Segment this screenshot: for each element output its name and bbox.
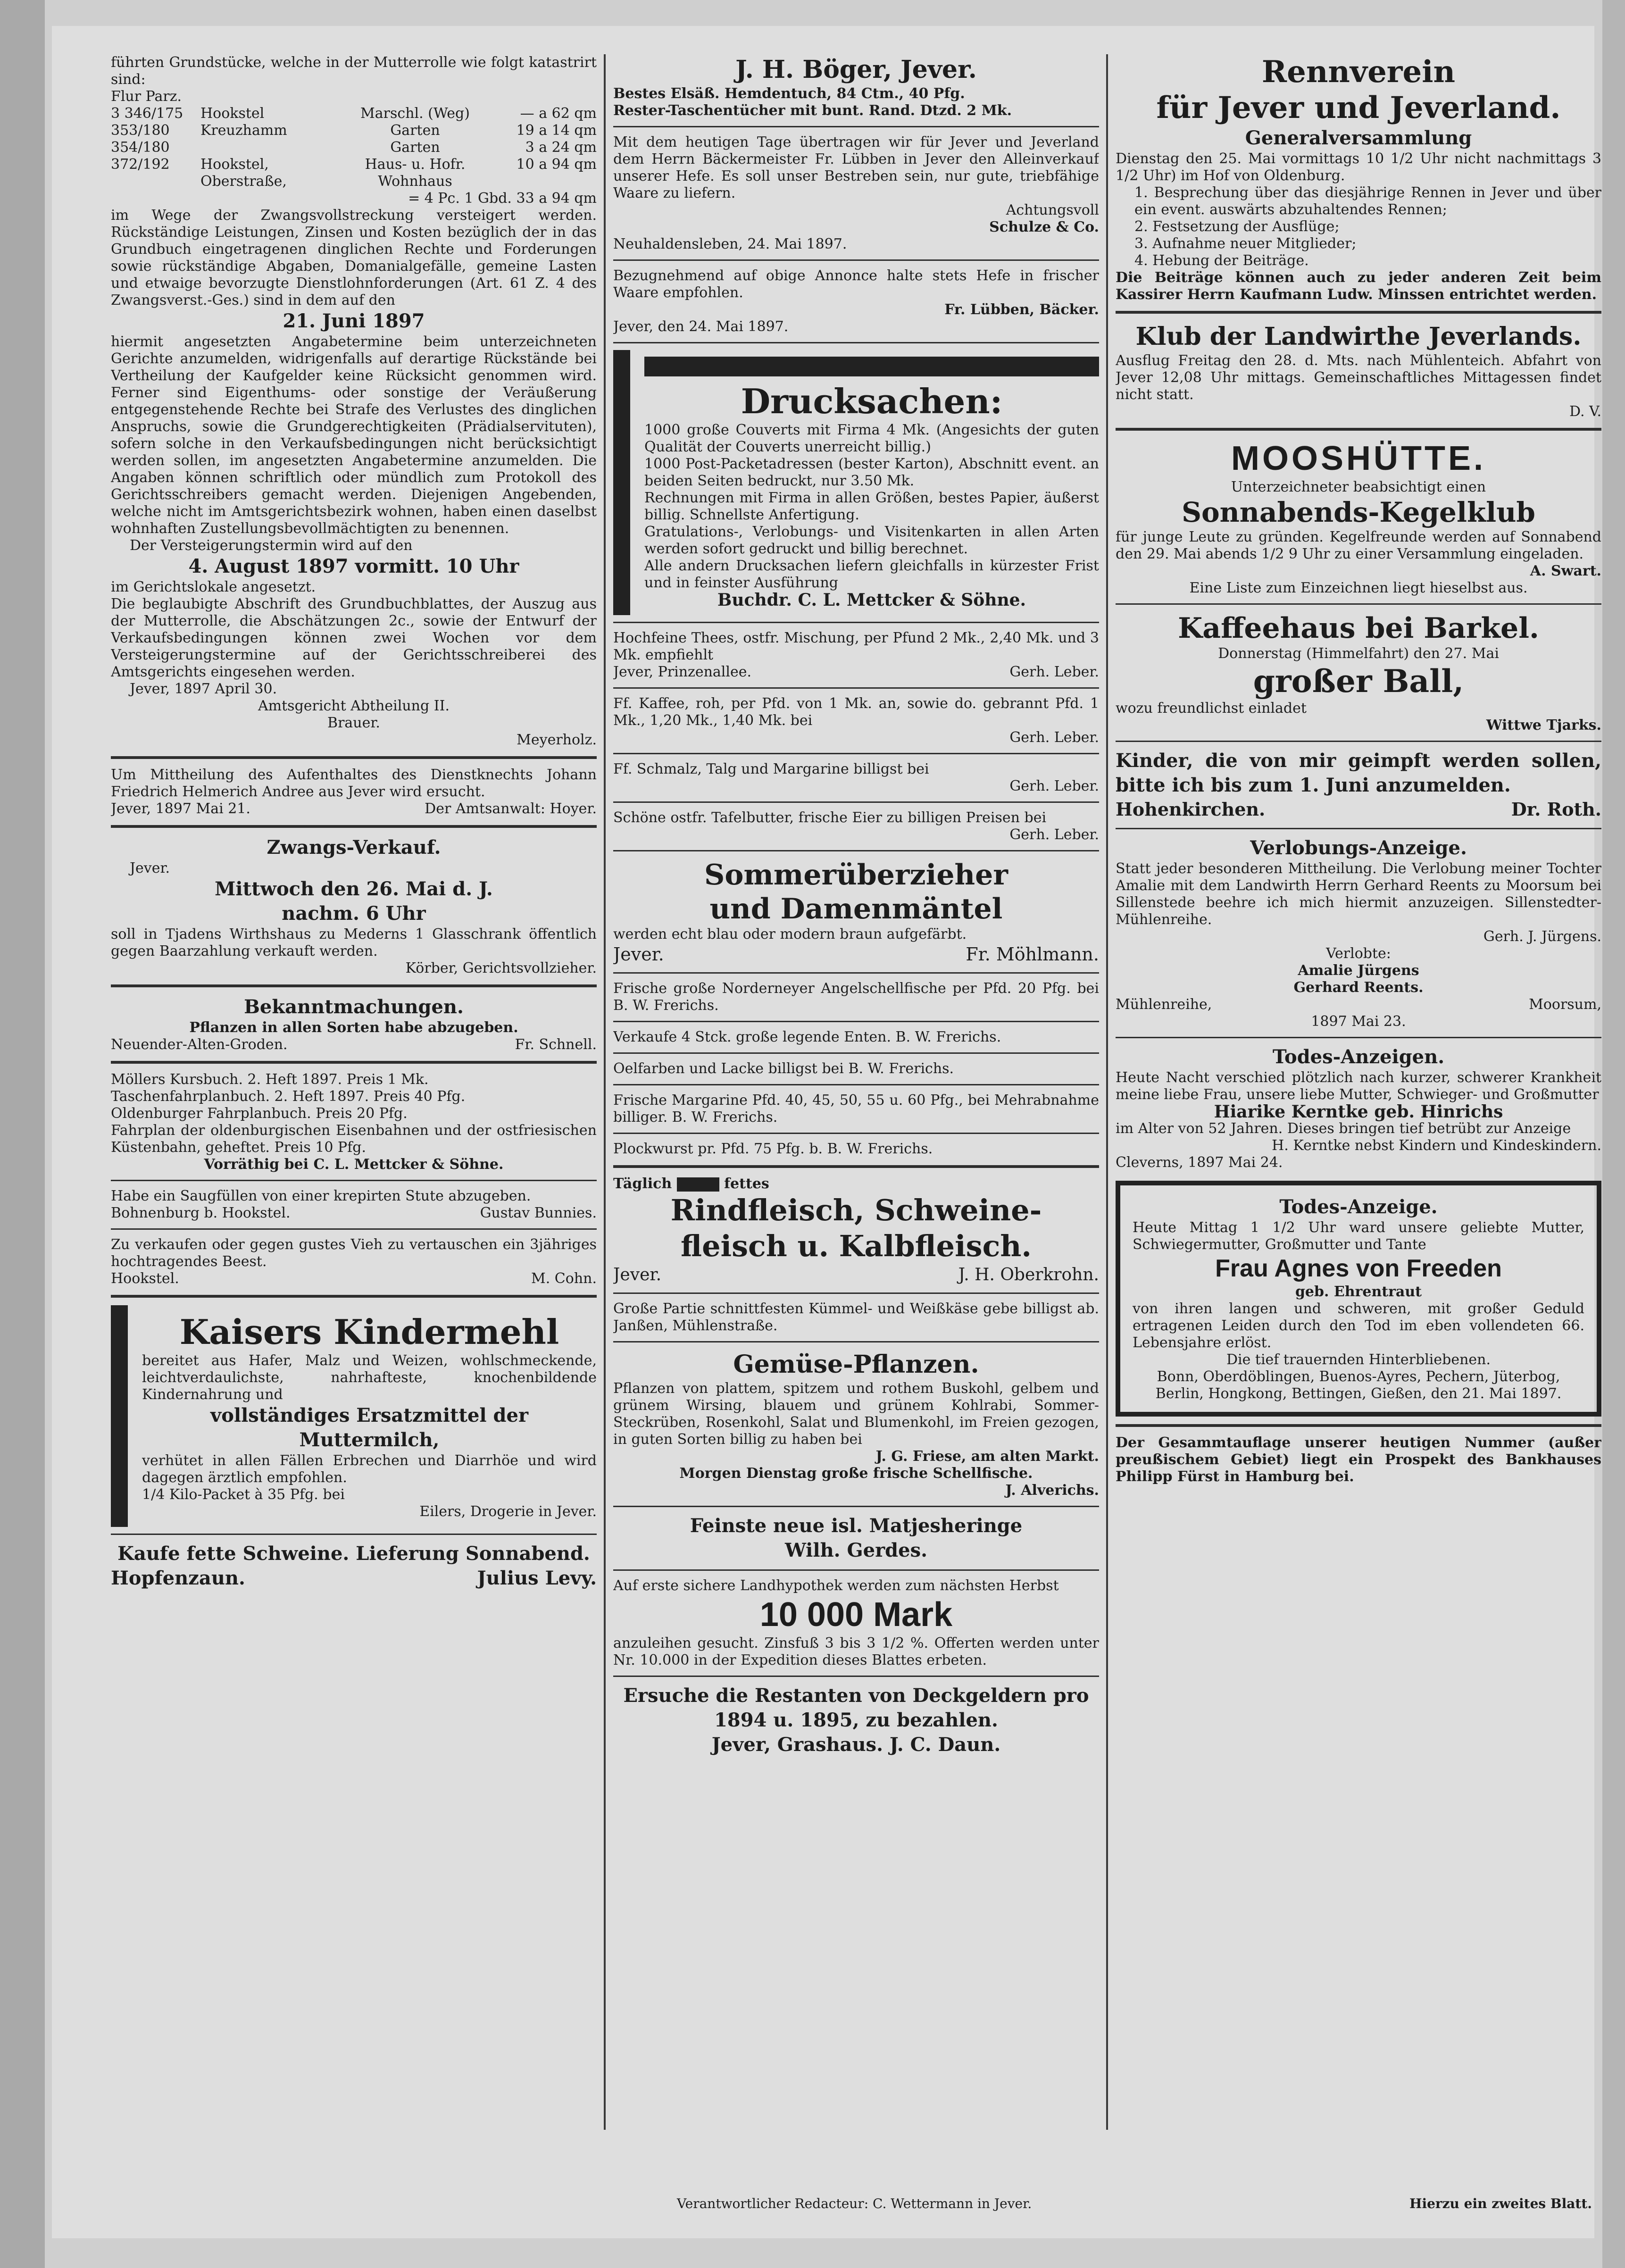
klub-signature: D. V.	[1569, 403, 1601, 420]
mooshuette-signature: A. Swart.	[1530, 563, 1601, 579]
divider	[613, 1292, 1099, 1294]
column-rule	[604, 54, 606, 2130]
scan-right-edge	[1602, 0, 1625, 2268]
leber-signature: Gerh. Leber.	[1009, 729, 1099, 746]
auction-text-5: Die beglaubigte Abschrift des Grundbuchblattes, der Auszug aus der Mutterrolle, die Abschätzungen 2c., sowie der Entwurf der Verkaufsbedingungen können zwei Wochen vor dem Versteigerungstermine auf der Gerichtsschreiberei des Amtsgerichts eingesehen werden.	[111, 596, 597, 680]
judge-name: Brauer.	[327, 715, 380, 731]
rennverein-subtitle: Generalversammlung	[1245, 127, 1472, 149]
leber-signature: Gerh. Leber.	[1009, 664, 1099, 680]
todes-title-1: Todes-Anzeigen.	[1272, 1046, 1445, 1068]
divider	[613, 342, 1099, 343]
sommer-text: werden echt blau oder modern braun aufgefärbt.	[613, 926, 967, 942]
auction-text-2: hiermit angesetzten Angabetermine beim unterzeichneten Gerichte anzumelden, widrigenfalls auf derartige Rückstände bei Vertheilung der Kaufgelder keine Rücksicht genommen wird. Ferner sind Eigenthums- oder sonstige der Veräußerung entgegenstehende Rechte bei Strafe des Verlustes des dinglichen Anspruchs, sowie die Grundgerechtigkeiten (Prädialservituten), sofern solche in den Verkaufsbedingungen nicht berücksichtigt werden sollen, im angesetzten Angabetermine anzumelden. Die Angaben können schriftlich oder mündlich zum Protokoll des Gerichtsschreibers gemacht werden. Diejenigen Angebenden, welche nicht im Amtsgerichtsbezirk wohnen, haben einen daselbst wohnhaften Zustellungsbevollmächtigten zu benennen.	[111, 334, 597, 537]
matjes-title: Feinste neue isl. Matjesheringe	[690, 1515, 1023, 1537]
fleisch-title-1: Rindfleisch, Schweine-	[670, 1193, 1042, 1227]
leber-signature: Gerh. Leber.	[1009, 778, 1099, 794]
impf-text: Kinder, die von mir geimpft werden sollen, bitte ich bis zum 1. Juni anzumelden.	[1116, 750, 1601, 796]
flur-label: Flur Parz.	[111, 88, 182, 105]
drucksachen-title: Drucksachen:	[741, 381, 1003, 421]
frerichs-ad: Frische große Norderneyer Angelschellfische per Pfd. 20 Pfg. bei B. W. Frerichs.	[613, 980, 1099, 1014]
sommer-title-1: Sommerüberzieher	[704, 859, 1008, 892]
rennverein-text: Dienstag den 25. Mai vormittags 10 1/2 Uhr nicht nachmittags 3 1/2 Uhr) im Hof von Oldenburg.	[1116, 150, 1601, 184]
auction-date-1: 21. Juni 1897	[283, 310, 425, 332]
divider	[613, 1569, 1099, 1571]
hefe-greeting: Achtungsvoll	[1006, 202, 1099, 218]
luebben-signature: Fr. Lübben, Bäcker.	[944, 301, 1099, 318]
verlobung-title: Verlobungs-Anzeige.	[1250, 837, 1467, 859]
kaffeehaus-text-1: Donnerstag (Himmelfahrt) den 27. Mai	[1218, 645, 1499, 662]
verlobte-name-1: Amalie Jürgens	[1298, 962, 1419, 979]
divider	[1116, 741, 1601, 742]
matjes-seller: Wilh. Gerdes.	[784, 1539, 928, 1561]
divider	[1116, 1037, 1601, 1038]
luebben-text: Bezugnehmend auf obige Annonce halte stets Hefe in frischer Waare empfohlen.	[613, 267, 1099, 301]
verlobung-signature: Gerh. J. Jürgens.	[1483, 928, 1601, 945]
column-2	[613, 54, 1099, 2130]
forced-sale-signature: Körber, Gerichtsvollzieher.	[405, 960, 597, 976]
todes-anzeige-box	[1116, 1181, 1601, 1417]
notice-date: Jever, 1897 Mai 21.	[111, 800, 250, 817]
list-item: 4. Hebung der Beiträge.	[1134, 252, 1309, 269]
hefe-text: Mit dem heutigen Tage übertragen wir für Jever und Jeverland dem Herrn Bäckermeister Fr. Lübben in Jever den Alleinverkauf unserer Hefe. Es soll unser Bestreben sein, nur gute, triebfähige Waare zu liefern.	[613, 134, 1099, 201]
book-item: Fahrplan der oldenburgischen Eisenbahnen und der ostfriesischen Küstenbahn, geheftet. Preis 10 Pfg.	[111, 1122, 597, 1156]
divider	[613, 1021, 1099, 1022]
rennverein-title-2: für Jever und Jeverland.	[1156, 90, 1561, 125]
foal-ad: Habe ein Saugfüllen von einer krepirten Stute abzugeben.	[111, 1188, 531, 1204]
pigs-ad: Kaufe fette Schweine. Lieferung Sonnabend.	[117, 1543, 590, 1565]
sommer-place: Jever.	[613, 944, 664, 965]
list-item: 2. Festsetzung der Ausflüge;	[1134, 218, 1340, 235]
cattle-ad: Zu verkaufen oder gegen gustes Vieh zu vertauschen ein 3jähriges hochtragendes Beest.	[111, 1236, 597, 1270]
leber-coffee: Ff. Kaffee, roh, per Pfd. von 1 Mk. an, sowie do. gebrannt Pfd. 1 Mk., 1,20 Mk., 1,40 Mk. bei	[613, 695, 1099, 729]
divider	[613, 622, 1099, 623]
auction-text-4: im Gerichtslokale angesetzt.	[111, 579, 316, 595]
auction-text-1: im Wege der Zwangsvollstreckung versteigert werden. Rückständige Leistungen, Zinsen und Kosten bezüglich der in das Grundbuch eingetragenen dinglichen Rechte und Forderungen sowie rückständige Abgaben, Domanialgefälle, gemeine Lasten und etwaige bevorzugte Dienstlohnforderungen (Art. 61 Z. 4 des Zwangsverst.-Ges.) sind in dem auf den	[111, 207, 597, 309]
boeger-title: J. H. Böger, Jever.	[735, 55, 977, 84]
kaiser-text-1: bereitet aus Hafer, Malz und Weizen, wohlschmeckende, leichtverdaulichste, nahrhafteste, knochenbildende Kindernahrung und	[142, 1352, 597, 1403]
rennverein-title-1: Rennverein	[1261, 54, 1456, 90]
mooshuette-text-3: Eine Liste zum Einzeichnen liegt hieselbst aus.	[1189, 580, 1528, 596]
daun-signature: Jever, Grashaus. J. C. Daun.	[711, 1734, 1001, 1756]
impf-signature: Dr. Roth.	[1511, 799, 1601, 820]
gemuese-title: Gemüse-Pflanzen.	[733, 1350, 979, 1379]
announcement-signature: Fr. Schnell.	[515, 1036, 597, 1053]
sommer-title-2: und Damenmäntel	[709, 892, 1003, 926]
table-row: 354/180 Garten 3 a 24 qm	[111, 139, 597, 156]
auction-text-3: Der Versteigerungstermin wird auf den	[130, 537, 413, 554]
todes-text-2: im Alter von 52 Jahren. Dieses bringen tief betrübt zur Anzeige	[1116, 1120, 1571, 1137]
pigs-place: Hopfenzaun.	[111, 1567, 245, 1589]
divider	[613, 1506, 1099, 1507]
fuerst-notice: Der Gesammtauflage unserer heutigen Nummer (außer preußischem Gebiet) liegt ein Prospekt des Bankhauses Philipp Fürst in Hamburg bei.	[1116, 1434, 1601, 1485]
divider	[111, 1180, 597, 1181]
divider	[613, 972, 1099, 974]
auction-date-line: Jever, 1897 April 30.	[130, 681, 277, 697]
book-item: Taschenfahrplanbuch. 2. Heft 1897. Preis 40 Pfg.	[111, 1088, 466, 1105]
divider	[1116, 603, 1601, 605]
fleisch-pre: Täglich fettes	[613, 1176, 769, 1192]
klub-title: Klub der Landwirthe Jeverlands.	[1135, 322, 1582, 351]
impf-place: Hohenkirchen.	[1116, 799, 1266, 820]
forced-sale-title: Zwangs-Verkauf.	[267, 836, 441, 859]
divider	[1116, 828, 1601, 829]
clerk-name: Meyerholz.	[517, 732, 597, 748]
verlobung-place-2: Moorsum,	[1529, 996, 1601, 1013]
mooshuette-title: MOOSHÜTTE.	[1231, 440, 1486, 477]
frerichs-ad: Verkaufe 4 Stck. große legende Enten. B. W. Frerichs.	[613, 1029, 1001, 1045]
drucksachen-seller: Buchdr. C. L. Mettcker & Söhne.	[717, 590, 1026, 610]
books-seller: Vorräthig bei C. L. Mettcker & Söhne.	[204, 1156, 504, 1173]
luebben-date: Jever, den 24. Mai 1897.	[613, 318, 789, 335]
mark-amount: 10 000 Mark	[759, 1596, 953, 1634]
announcement-text: Pflanzen in allen Sorten habe abzugeben.	[189, 1019, 518, 1036]
gemuese-seller: J. G. Friese, am alten Markt.	[875, 1448, 1099, 1465]
table-row: 353/180 Kreuzhamm Garten 19 a 14 qm	[111, 122, 597, 139]
divider	[111, 1534, 597, 1535]
todes-text-1: Heute Nacht verschied plötzlich nach kurzer, schwerer Krankheit meine liebe Frau, unsere liebe Mutter, Schwieger- und Großmutter	[1116, 1069, 1601, 1103]
page-footer	[111, 2196, 1592, 2211]
newspaper-page	[52, 26, 1601, 2238]
divider	[111, 1295, 597, 1298]
list-item: 1. Besprechung über das diesjährige Rennen in Jever und über ein event. auswärts abzuhaltendes Rennen;	[1134, 184, 1601, 218]
mark-text-1: Auf erste sichere Landhypothek werden zum nächsten Herbst	[613, 1577, 1059, 1594]
cattle-place: Hookstel.	[111, 1270, 179, 1287]
divider	[613, 850, 1099, 851]
court-name: Amtsgericht Abtheilung II.	[258, 698, 450, 714]
divider	[111, 984, 597, 987]
verlobte-label: Verlobte:	[1326, 945, 1391, 962]
sommer-signature: Fr. Möhlmann.	[966, 944, 1099, 965]
lot-table	[111, 105, 597, 190]
deceased-name-2: Frau Agnes von Freeden	[1215, 1255, 1502, 1282]
divider	[613, 801, 1099, 803]
kaiser-text-2: verhütet in allen Fällen Erbrechen und Diarrhöe und wird dagegen ärztlich empfohlen.	[142, 1452, 597, 1486]
announcement-place: Neuender-Alten-Groden.	[111, 1036, 288, 1053]
frerichs-ad: Plockwurst pr. Pfd. 75 Pfg. b. B. W. Frerichs.	[613, 1141, 933, 1157]
decorative-bar	[677, 1177, 719, 1192]
todes-signature-2: Die tief trauernden Hinterbliebenen.	[1226, 1351, 1491, 1368]
auction-date-2: 4. August 1897 vormitt. 10 Uhr	[188, 555, 519, 577]
drucksachen-ad	[613, 350, 1099, 615]
foal-place: Bohnenburg b. Hookstel.	[111, 1205, 291, 1221]
list-item: Gratulations-, Verlobungs- und Visitenkarten in allen Arten werden sofort gedruckt und billig berechnet.	[644, 524, 1099, 557]
frerichs-ad: Frische Margarine Pfd. 40, 45, 50, 55 u. 60 Pfg., bei Mehrabnahme billiger. B. W. Frerichs.	[613, 1092, 1099, 1126]
todes-text-3: Heute Mittag 1 1/2 Uhr ward unsere geliebte Mutter, Schwiegermutter, Großmutter und Tante	[1133, 1219, 1584, 1253]
column-1	[111, 54, 597, 2130]
editor-line: Verantwortlicher Redacteur: C. Wettermann in Jever.	[677, 2196, 1032, 2211]
mooshuette-text-2: für junge Leute zu gründen. Kegelfreunde werden auf Sonnabend den 29. Mai abends 1/2 9 Uhr zu einer Versammlung eingeladen.	[1116, 529, 1601, 562]
notice-signature: Der Amtsanwalt: Hoyer.	[425, 800, 597, 817]
list-item: 1000 große Couverts mit Firma 4 Mk. (Angesichts der guten Qualität der Couverts unerreicht billig.)	[644, 422, 1099, 455]
forced-sale-text: soll in Tjadens Wirthshaus zu Mederns 1 Glasschrank öffentlich gegen Baarzahlung verkauft werden.	[111, 926, 597, 959]
second-sheet-note: Hierzu ein zweites Blatt.	[1409, 2196, 1592, 2211]
forced-sale-time: nachm. 6 Uhr	[282, 902, 426, 925]
auction-intro: führten Grundstücke, welche in der Mutterrolle wie folgt katastrirt sind:	[111, 54, 597, 88]
frerichs-ad: Oelfarben und Lacke billigst bei B. W. Frerichs.	[613, 1060, 954, 1077]
divider	[613, 126, 1099, 127]
verlobte-name-2: Gerhard Reents.	[1293, 979, 1424, 996]
kaffeehaus-text-2: wozu freundlichst einladet	[1116, 700, 1307, 717]
fleisch-title-2: fleisch u. Kalbfleisch.	[681, 1229, 1032, 1263]
verlobung-text: Statt jeder besonderen Mittheilung. Die Verlobung meiner Tochter Amalie mit dem Landwirth Herrn Gerhard Reents zu Moorsum bei Sillenstede beehre ich mich hiermit anzuzeigen. Sillenstedter-Mühlenreihe.	[1116, 860, 1601, 928]
leber-butter: Schöne ostfr. Tafelbutter, frische Eier zu billigen Preisen bei	[613, 809, 1047, 826]
scan-left-edge	[0, 0, 45, 2268]
lot-total: = 4 Pc. 1 Gbd. 33 a 94 qm	[408, 190, 597, 207]
divider	[613, 1084, 1099, 1085]
mark-text-2: anzuleihen gesucht. Zinsfuß 3 bis 3 1/2 %. Offerten werden unter Nr. 10.000 in der Expedition dieses Blattes erbeten.	[613, 1635, 1099, 1668]
kaese-ad: Große Partie schnittfesten Kümmel- und Weißkäse gebe billigst ab. Janßen, Mühlenstraße.	[613, 1301, 1099, 1334]
alverichs-seller: J. Alverichs.	[1005, 1482, 1099, 1499]
leber-signature: Gerh. Leber.	[1009, 826, 1099, 843]
kaffeehaus-title: Kaffeehaus bei Barkel.	[1178, 612, 1539, 645]
kaiser-seller: Eilers, Drogerie in Jever.	[419, 1503, 597, 1520]
daun-text: Ersuche die Restanten von Deckgeldern pro 1894 u. 1895, zu bezahlen.	[623, 1684, 1089, 1731]
divider	[613, 687, 1099, 689]
deceased-birthname: geb. Ehrentraut	[1295, 1284, 1422, 1300]
drucksachen-text: Alle andern Drucksachen liefern gleichfalls in kürzester Frist und in feinster Ausführung	[644, 558, 1099, 591]
kaiser-text-3: 1/4 Kilo-Packet à 35 Pfg. bei	[142, 1486, 345, 1503]
hefe-company: Schulze & Co.	[989, 219, 1099, 235]
forced-sale-place: Jever.	[130, 860, 170, 876]
fleisch-place: Jever.	[613, 1265, 662, 1284]
ball-title: großer Ball,	[1253, 663, 1464, 700]
divider	[1116, 428, 1601, 431]
table-row: 3 346/175 Hookstel Marschl. (Weg) — a 62 qm	[111, 105, 597, 122]
forced-sale-date: Mittwoch den 26. Mai d. J.	[215, 878, 493, 900]
boeger-line: Bestes Elsäß. Hemdentuch, 84 Ctm., 40 Pfg.	[613, 85, 965, 102]
verlobung-place-1: Mühlenreihe,	[1116, 996, 1212, 1013]
fleisch-signature: J. H. Oberkrohn.	[958, 1265, 1099, 1284]
kegelklub-title: Sonnabends-Kegelklub	[1182, 496, 1535, 528]
hefe-date: Neuhaldensleben, 24. Mai 1897.	[613, 236, 847, 252]
divider	[613, 1165, 1099, 1168]
kaiser-title: Kaisers Kindermehl	[179, 1312, 559, 1352]
divider	[613, 1341, 1099, 1342]
divider	[1116, 1424, 1601, 1427]
boeger-line: Rester-Taschentücher mit bunt. Rand. Dtzd. 2 Mk.	[613, 102, 1012, 119]
divider	[613, 1676, 1099, 1677]
table-row: 372/192 Hookstel, Oberstraße, Haus- u. Hofr. Wohnhaus 10 a 94 qm	[111, 156, 597, 190]
leber-fat: Ff. Schmalz, Talg und Margarine billigst bei	[613, 761, 929, 777]
divider	[613, 1052, 1099, 1054]
todes-date-1: Cleverns, 1897 Mai 24.	[1116, 1154, 1283, 1171]
leber-tea: Hochfeine Thees, ostfr. Mischung, per Pfund 2 Mk., 2,40 Mk. und 3 Mk. empfiehlt	[613, 630, 1099, 663]
todes-title-2: Todes-Anzeige.	[1279, 1196, 1438, 1218]
divider	[111, 825, 597, 828]
cattle-signature: M. Cohn.	[531, 1270, 597, 1287]
foal-signature: Gustav Bunnies.	[480, 1205, 597, 1221]
divider	[111, 1061, 597, 1064]
kaffeehaus-signature: Wittwe Tjarks.	[1486, 717, 1601, 734]
divider	[613, 259, 1099, 261]
deceased-name-1: Hiarike Kerntke geb. Hinrichs	[1214, 1102, 1503, 1122]
divider	[613, 753, 1099, 754]
rennverein-note: Die Beiträge können auch zu jeder anderen Zeit beim Kassirer Herrn Kaufmann Ludw. Minssen entrichtet werden.	[1116, 269, 1601, 303]
divider	[111, 756, 597, 759]
todes-places: Bonn, Oberdöblingen, Buenos-Ayres, Pechern, Jüterbog, Berlin, Hongkong, Bettingen, Gießen, den 21. Mai 1897.	[1155, 1368, 1562, 1402]
kaiser-highlight: vollständiges Ersatzmittel der Muttermilch,	[210, 1404, 529, 1451]
alverichs-text: Morgen Dienstag große frische Schellfische.	[679, 1465, 1033, 1482]
column-rule	[1106, 54, 1108, 2130]
announcements-title: Bekanntmachungen.	[244, 996, 464, 1018]
gemuese-text: Pflanzen von plattem, spitzem und rothem Buskohl, gelbem und grünem Wirsing, blauem und grünem Kohlrabi, Sommer-Steckrüben, Rosenkohl, Salat und Blumenkohl, im Freien gezogen, in guten Sorten billig zu haben bei	[613, 1380, 1099, 1448]
divider	[1116, 311, 1601, 314]
divider	[613, 1133, 1099, 1134]
column-3	[1116, 54, 1601, 2130]
search-notice: Um Mittheilung des Aufenthaltes des Dienstknechts Johann Friedrich Helmerich Andree aus Jever wird ersucht.	[111, 767, 597, 800]
list-item: 3. Aufnahme neuer Mitglieder;	[1134, 235, 1357, 252]
todes-signature-1: H. Kerntke nebst Kindern und Kindeskindern.	[1272, 1137, 1601, 1154]
verlobung-date: 1897 Mai 23.	[1311, 1013, 1406, 1030]
mooshuette-text-1: Unterzeichneter beabsichtigt einen	[1231, 479, 1486, 495]
kaiser-ad	[111, 1305, 597, 1527]
todes-text-4: von ihren langen und schweren, mit großer Geduld ertragenen Leiden durch den Tod im eben vollendeten 66. Lebensjahre erlöst.	[1133, 1301, 1584, 1351]
book-item: Oldenburger Fahrplanbuch. Preis 20 Pfg.	[111, 1105, 408, 1122]
divider	[111, 1228, 597, 1230]
list-item: 1000 Post-Packetadressen (bester Karton), Abschnitt event. an beiden Seiten bedruckt, nur 3.50 Mk.	[644, 456, 1099, 489]
pigs-signature: Julius Levy.	[477, 1567, 597, 1589]
book-item: Möllers Kursbuch. 2. Heft 1897. Preis 1 Mk.	[111, 1071, 429, 1088]
list-item: Rechnungen mit Firma in allen Größen, bestes Papier, äußerst billig. Schnellste Anfertigung.	[644, 490, 1099, 523]
decorative-bar	[644, 357, 1099, 376]
leber-place: Jever, Prinzenallee.	[613, 664, 752, 680]
klub-text: Ausflug Freitag den 28. d. Mts. nach Mühlenteich. Abfahrt von Jever 12,08 Uhr mittags. Gemeinschaftliches Mittagessen findet nicht statt.	[1116, 352, 1601, 403]
